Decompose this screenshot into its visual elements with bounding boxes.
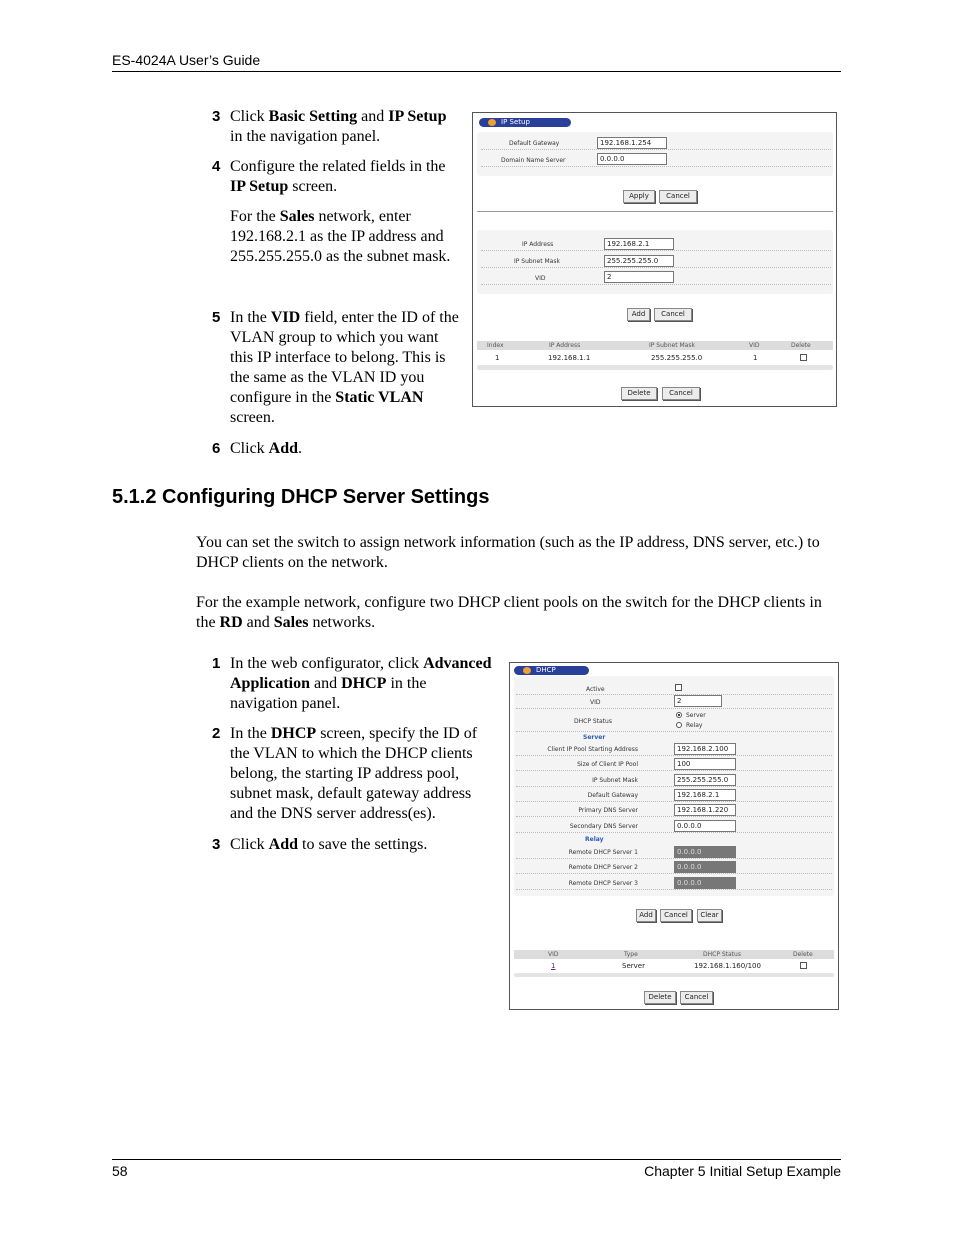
- relay-section-label: Relay: [585, 836, 604, 843]
- add-button[interactable]: Add: [636, 909, 656, 922]
- field-label: IP Subnet Mask: [592, 776, 638, 784]
- form-row: [516, 876, 832, 890]
- step-number: 4: [212, 158, 221, 175]
- step-number: 1: [212, 655, 221, 672]
- server-section-label: Server: [583, 734, 606, 741]
- table-row: 1 192.168.1.1 255.255.255.0 1: [477, 353, 833, 363]
- page-footer: [112, 1159, 841, 1179]
- step-number: 6: [212, 440, 221, 457]
- add-button[interactable]: Add: [627, 308, 650, 321]
- vid-row: VID 2: [481, 271, 831, 285]
- dhcp-titlebar: DHCP: [514, 666, 589, 675]
- form-row: [516, 773, 832, 787]
- step-text: In the DHCP screen, specify the ID of the VLAN to which the DHCP clients belong, the starting IP address pool, subnet mask, default gateway address and the DNS server address(es).: [230, 725, 478, 822]
- active-checkbox[interactable]: [675, 684, 682, 691]
- field-input[interactable]: 255.255.255.0: [674, 774, 736, 786]
- form-row: [516, 819, 832, 833]
- subnet-mask-row: IP Subnet Mask 255.255.255.0: [481, 254, 831, 268]
- delete-button[interactable]: Delete: [621, 387, 657, 400]
- ip-setup-screenshot: [472, 112, 837, 407]
- vid-input[interactable]: 2: [604, 271, 674, 283]
- step-number: 5: [212, 309, 221, 326]
- field-label: Default Gateway: [587, 791, 638, 799]
- field-label: Remote DHCP Server 2: [568, 864, 638, 872]
- divider: [477, 211, 833, 212]
- ip-table-header: Index IP Address IP Subnet Mask VID Delete: [477, 341, 833, 350]
- dns-input[interactable]: 0.0.0.0: [597, 153, 667, 165]
- form-row: [516, 757, 832, 771]
- form-row: [516, 788, 832, 802]
- cancel-button[interactable]: Cancel: [660, 909, 692, 922]
- ip-setup-titlebar: IP Setup: [479, 118, 571, 127]
- server-radio[interactable]: [676, 712, 682, 718]
- cancel-button[interactable]: Cancel: [662, 387, 700, 400]
- field-label: Remote DHCP Server 3: [568, 879, 638, 887]
- vid-input[interactable]: 2: [674, 695, 722, 707]
- step-number: 3: [212, 108, 221, 125]
- form-row: [516, 860, 832, 874]
- form-row: [516, 803, 832, 817]
- step-number: 3: [212, 836, 221, 853]
- field-label: Secondary DNS Server: [569, 822, 638, 830]
- apply-button[interactable]: Apply: [623, 190, 655, 203]
- chapter-title: Chapter 5 Initial Setup Example: [644, 1163, 841, 1179]
- field-label: Size of Client IP Pool: [577, 761, 638, 769]
- field-input[interactable]: 100: [674, 758, 736, 770]
- delete-button[interactable]: Delete: [644, 991, 676, 1004]
- field-label: Client IP Pool Starting Address: [547, 746, 638, 753]
- step-text: Click Add to save the settings.: [230, 836, 428, 853]
- delete-checkbox[interactable]: [800, 962, 807, 969]
- default-gateway-row: Default Gateway 192.168.1.254: [481, 136, 831, 150]
- field-input[interactable]: 192.168.2.100: [674, 743, 736, 755]
- dhcp-status-row: DHCP Status Server Relay: [516, 709, 832, 732]
- step-text: Click Add.: [230, 440, 303, 457]
- step-text: Click Basic Setting and IP Setup in the navigation panel.: [230, 108, 447, 145]
- form-row: [516, 742, 832, 756]
- vid-link[interactable]: 1: [551, 962, 556, 970]
- default-gateway-input[interactable]: 192.168.1.254: [597, 137, 667, 149]
- field-input[interactable]: 0.0.0.0: [674, 820, 736, 832]
- table-bottom-bar: [477, 365, 833, 370]
- table-bottom-bar: [514, 973, 834, 977]
- body-paragraph: For the example network, configure two DHCP client pools on the switch for the DHCP clients in the RD and Sales networks.: [196, 594, 822, 631]
- page-number: 58: [112, 1163, 128, 1179]
- dhcp-screenshot: [509, 662, 839, 1010]
- dhcp-table-header: VID Type DHCP Status Delete: [514, 950, 834, 959]
- step-text: In the web configurator, click Advanced Application and DHCP in the navigation panel.: [230, 655, 492, 712]
- step-text: Configure the related fields in the IP Setup screen.: [230, 158, 446, 195]
- step-text: In the VID field, enter the ID of the VLAN group to which you want this IP interface to belong. This is the same as the VLAN ID you configure in the Static VLAN screen.: [230, 309, 459, 426]
- dns-row: Domain Name Server 0.0.0.0: [481, 153, 831, 167]
- table-row: 1 Server 192.168.1.160/100: [514, 961, 834, 971]
- cancel-button[interactable]: Cancel: [659, 190, 697, 203]
- form-row: [516, 845, 832, 859]
- title-orb-icon: [488, 119, 496, 126]
- ip-address-input[interactable]: 192.168.2.1: [604, 238, 674, 250]
- field-input[interactable]: 0.0.0.0: [674, 846, 736, 858]
- step-text: For the Sales network, enter 192.168.2.1 as the IP address and 255.255.255.0 as the subnet mask.: [230, 208, 451, 265]
- field-input[interactable]: 192.168.2.1: [674, 789, 736, 801]
- field-input[interactable]: 0.0.0.0: [674, 861, 736, 873]
- active-row: Active: [516, 681, 832, 695]
- field-label: Primary DNS Server: [578, 807, 638, 815]
- field-label: Remote DHCP Server 1: [568, 849, 638, 856]
- guide-title: ES-4024A User’s Guide: [112, 52, 261, 68]
- title-orb-icon: [523, 667, 531, 674]
- vid-row: VID 2: [516, 695, 832, 709]
- field-input[interactable]: 192.168.1.220: [674, 804, 736, 816]
- page-header: [112, 52, 841, 72]
- relay-radio[interactable]: [676, 722, 682, 728]
- delete-checkbox[interactable]: [800, 354, 807, 361]
- clear-button[interactable]: Clear: [697, 909, 722, 922]
- ip-address-row: IP Address 192.168.2.1: [481, 237, 831, 251]
- field-input[interactable]: 0.0.0.0: [674, 877, 736, 889]
- subnet-mask-input[interactable]: 255.255.255.0: [604, 255, 674, 267]
- step-number: 2: [212, 725, 221, 742]
- section-title: 5.1.2 Configuring DHCP Server Settings: [112, 486, 490, 508]
- body-paragraph: You can set the switch to assign network information (such as the IP address, DNS server, etc.) to DHCP clients on the network.: [196, 534, 820, 571]
- cancel-button[interactable]: Cancel: [680, 991, 713, 1004]
- cancel-button[interactable]: Cancel: [654, 308, 692, 321]
